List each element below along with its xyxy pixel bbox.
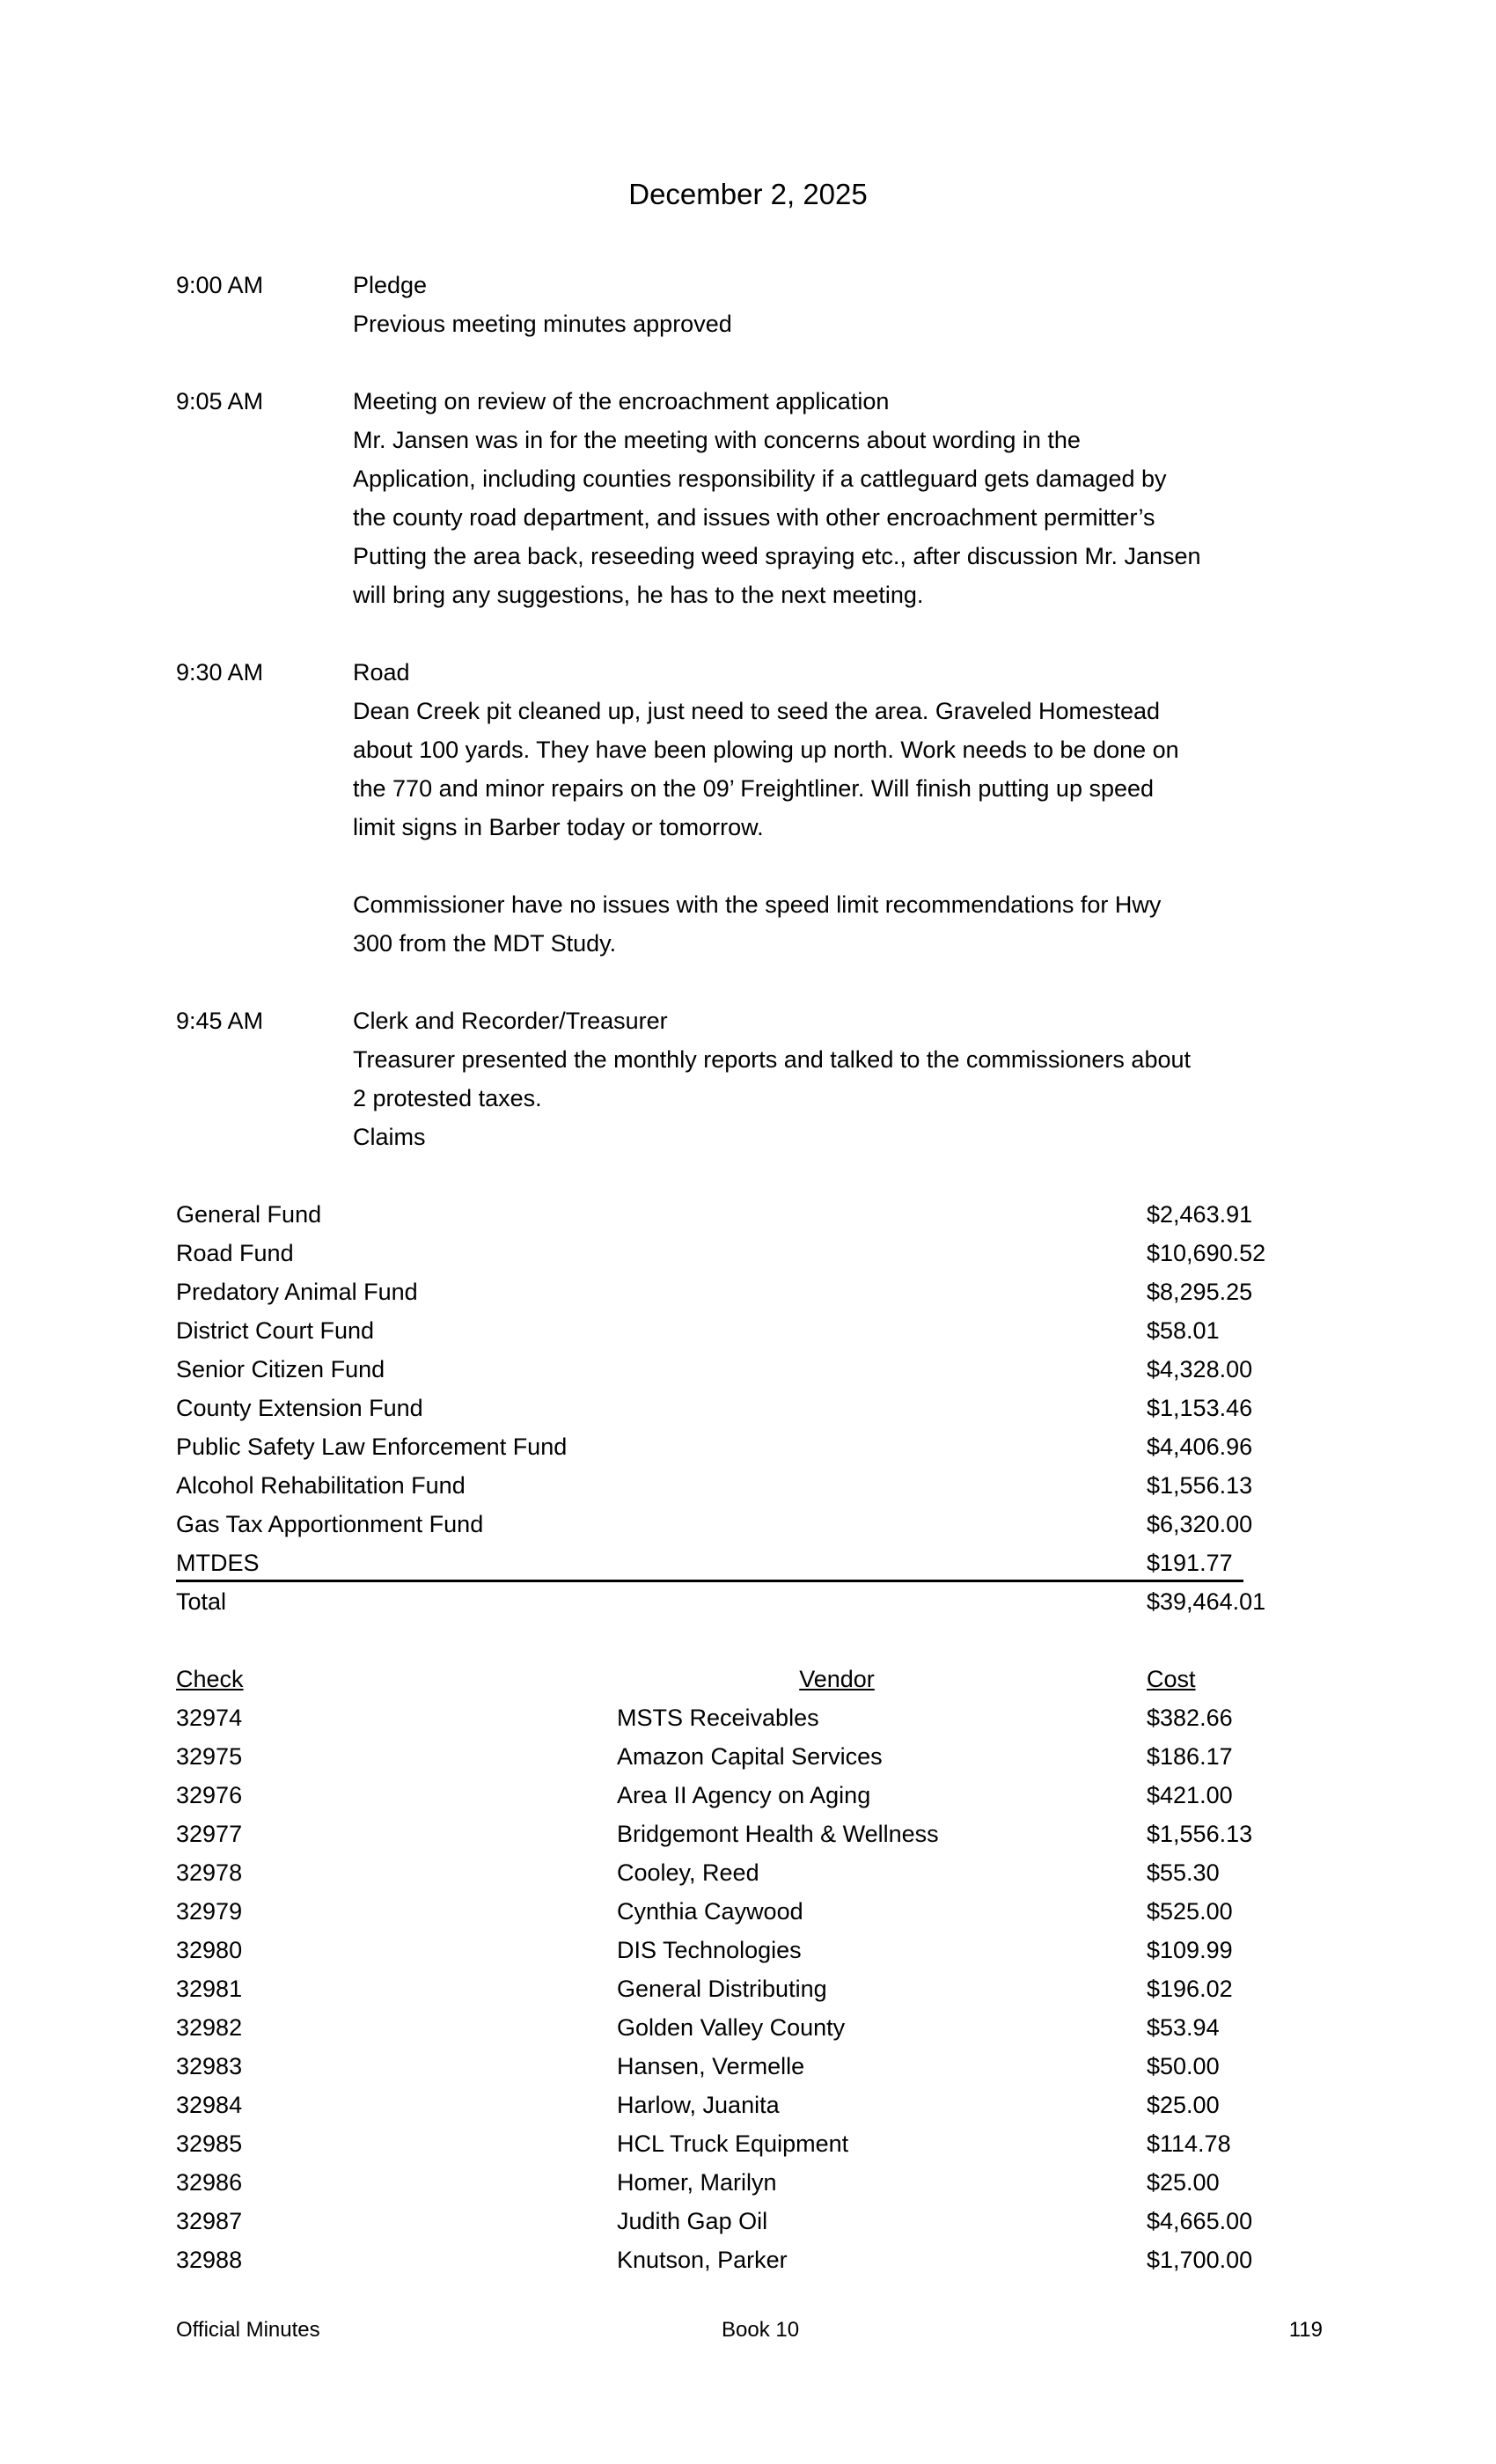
agenda-heading: Meeting on review of the encroachment application [353, 388, 890, 414]
spacer [176, 343, 1338, 382]
table-row [176, 2086, 1338, 2124]
check-number: 32975 [176, 1743, 243, 1770]
fund-name: Public Safety Law Enforcement Fund [176, 1434, 568, 1460]
vendor-name: Hansen, Vermelle [617, 2053, 805, 2079]
fund-name: Predatory Animal Fund [176, 1279, 418, 1305]
check-number: 32982 [176, 2014, 243, 2041]
fund-row [176, 1272, 1338, 1311]
agenda-line [176, 692, 1338, 730]
agenda-line [176, 885, 1338, 924]
check-number: 32980 [176, 1937, 243, 1963]
agenda-line [176, 769, 1338, 808]
fund-amount: $1,556.13 [1147, 1472, 1253, 1499]
cost-header: Cost [1147, 1666, 1196, 1692]
fund-name: MTDES [176, 1550, 260, 1576]
fund-name: General Fund [176, 1201, 322, 1228]
table-row [176, 2047, 1338, 2086]
table-row [176, 2202, 1338, 2240]
check-cost: $114.78 [1147, 2130, 1231, 2157]
spacer [176, 1621, 1338, 1660]
check-header: Check [176, 1666, 244, 1692]
agenda-text: 300 from the MDT Study. [353, 930, 617, 957]
vendor-name: Knutson, Parker [617, 2247, 788, 2273]
agenda-line [176, 498, 1338, 537]
agenda-line [176, 537, 1338, 576]
check-cost: $25.00 [1147, 2169, 1220, 2196]
fund-amount: $6,320.00 [1147, 1511, 1253, 1537]
footer-book: Book 10 [722, 2318, 800, 2342]
fund-row [176, 1544, 1243, 1582]
table-row [176, 1931, 1338, 1969]
page-footer [176, 2314, 1323, 2346]
fund-name: District Court Fund [176, 1317, 375, 1344]
fund-amount: $2,463.91 [1147, 1201, 1253, 1228]
agenda-line [176, 847, 1338, 885]
check-cost: $4,665.00 [1147, 2208, 1253, 2234]
agenda-time: 9:05 AM [176, 388, 264, 414]
vendor-name: Area II Agency on Aging [617, 1782, 871, 1808]
agenda-heading: Road [353, 659, 410, 686]
check-number: 32977 [176, 1821, 243, 1847]
fund-row [176, 1195, 1338, 1234]
agenda-heading: Pledge [353, 272, 428, 298]
fund-amount: $1,153.46 [1147, 1395, 1253, 1421]
vendor-name: Golden Valley County [617, 2014, 846, 2041]
agenda-line [176, 304, 1338, 343]
table-row [176, 2240, 1338, 2279]
table-row [176, 1969, 1338, 2008]
fund-name: Road Fund [176, 1240, 294, 1266]
check-number: 32983 [176, 2053, 243, 2079]
agenda-line [176, 924, 1338, 963]
check-cost: $53.94 [1147, 2014, 1220, 2041]
table-row [176, 2124, 1338, 2163]
agenda-text: Previous meeting minutes approved [353, 311, 732, 337]
agenda-text: 2 protested taxes. [353, 1085, 542, 1111]
table-row [176, 1853, 1338, 1892]
check-cost: $1,556.13 [1147, 1821, 1253, 1847]
vendor-name: Harlow, Juanita [617, 2092, 780, 2118]
vendor-name: Judith Gap Oil [617, 2208, 768, 2234]
table-row [176, 1815, 1338, 1853]
agenda-text: Mr. Jansen was in for the meeting with concerns about wording in the [353, 427, 1081, 453]
check-cost: $186.17 [1147, 1743, 1233, 1770]
check-cost: $55.30 [1147, 1859, 1220, 1886]
vendor-name: General Distributing [617, 1976, 827, 2002]
agenda-line [176, 459, 1338, 498]
agenda-line [176, 1118, 1338, 1156]
table-row [176, 2008, 1338, 2047]
check-number: 32979 [176, 1898, 243, 1925]
agenda-line [176, 1040, 1338, 1079]
vendor-name: Homer, Marilyn [617, 2169, 777, 2196]
check-number: 32984 [176, 2092, 243, 2118]
page-number: 119 [1288, 2318, 1323, 2342]
checks-header [176, 1660, 1338, 1698]
fund-amount: $4,406.96 [1147, 1434, 1253, 1460]
agenda-text: Application, including counties responsibility if a cattleguard gets damaged by [353, 466, 1167, 492]
check-number: 32978 [176, 1859, 243, 1886]
fund-row [176, 1505, 1338, 1544]
fund-row [176, 1466, 1338, 1505]
agenda-line [176, 266, 1338, 304]
table-row [176, 2163, 1338, 2202]
spacer [176, 1156, 1338, 1195]
agenda-text: Treasurer presented the monthly reports and talked to the commissioners about [353, 1046, 1191, 1073]
vendor-name: HCL Truck Equipment [617, 2130, 849, 2157]
fund-row [176, 1427, 1338, 1466]
agenda-text: Commissioner have no issues with the speed limit recommendations for Hwy [353, 891, 1162, 918]
check-number: 32988 [176, 2247, 243, 2273]
fund-amount: $4,328.00 [1147, 1356, 1253, 1382]
fund-name: County Extension Fund [176, 1395, 423, 1421]
agenda-line [176, 576, 1338, 614]
agenda-line [176, 1001, 1338, 1040]
table-row [176, 1737, 1338, 1776]
vendor-header [704, 1660, 970, 1698]
agenda-line [176, 421, 1338, 459]
check-number: 32987 [176, 2208, 243, 2234]
minutes-body [176, 266, 1338, 2279]
vendor-name: Cynthia Caywood [617, 1898, 803, 1925]
agenda-text: Putting the area back, reseeding weed spraying etc., after discussion Mr. Jansen [353, 543, 1201, 569]
agenda-time: 9:45 AM [176, 1008, 264, 1034]
fund-amount: $58.01 [1147, 1317, 1220, 1344]
check-number: 32986 [176, 2169, 243, 2196]
agenda-time: 9:30 AM [176, 659, 264, 686]
vendor-name: Amazon Capital Services [617, 1743, 883, 1770]
fund-amount: $10,690.52 [1147, 1240, 1266, 1266]
check-number: 32974 [176, 1705, 243, 1731]
table-row [176, 1892, 1338, 1931]
check-cost: $525.00 [1147, 1898, 1233, 1925]
check-cost: $421.00 [1147, 1782, 1233, 1808]
fund-row [176, 1389, 1338, 1427]
agenda-text: will bring any suggestions, he has to the next meeting. [353, 582, 924, 608]
agenda-line [176, 653, 1338, 692]
vendor-name: Cooley, Reed [617, 1859, 759, 1886]
footer-label: Official Minutes [176, 2318, 320, 2342]
agenda-text: the 770 and minor repairs on the 09’ Freightliner. Will finish putting up speed [353, 775, 1155, 802]
table-row [176, 1698, 1338, 1737]
agenda-line [176, 382, 1338, 421]
agenda-text: the county road department, and issues with other encroachment permitter’s [353, 504, 1155, 531]
check-cost: $109.99 [1147, 1937, 1233, 1963]
agenda-text: Dean Creek pit cleaned up, just need to seed the area. Graveled Homestead [353, 698, 1161, 724]
agenda-text: about 100 yards. They have been plowing up north. Work needs to be done on [353, 737, 1179, 763]
check-number: 32981 [176, 1976, 243, 2002]
fund-row [176, 1234, 1338, 1272]
fund-row [176, 1311, 1338, 1350]
check-number: 32976 [176, 1782, 243, 1808]
check-number: 32985 [176, 2130, 243, 2157]
check-cost: $25.00 [1147, 2092, 1220, 2118]
check-cost: $1,700.00 [1147, 2247, 1253, 2273]
total-row [176, 1582, 1338, 1621]
agenda-line [176, 1079, 1338, 1118]
vendor-name: DIS Technologies [617, 1937, 802, 1963]
fund-row [176, 1350, 1338, 1389]
table-row [176, 1776, 1338, 1815]
fund-name: Alcohol Rehabilitation Fund [176, 1472, 466, 1499]
fund-amount: $8,295.25 [1147, 1279, 1253, 1305]
fund-amount: $191.77 [1147, 1550, 1233, 1576]
agenda-time: 9:00 AM [176, 272, 264, 298]
agenda-text: limit signs in Barber today or tomorrow. [353, 814, 764, 840]
check-cost: $196.02 [1147, 1976, 1233, 2002]
agenda-line [176, 730, 1338, 769]
spacer [176, 614, 1338, 653]
check-cost: $50.00 [1147, 2053, 1220, 2079]
vendor-header-label: Vendor [799, 1666, 875, 1692]
fund-name: Senior Citizen Fund [176, 1356, 385, 1382]
fund-name: Gas Tax Apportionment Fund [176, 1511, 484, 1537]
vendor-name: Bridgemont Health & Wellness [617, 1821, 939, 1847]
agenda-heading: Clerk and Recorder/Treasurer [353, 1008, 668, 1034]
agenda-line [176, 808, 1338, 847]
total-label: Total [176, 1588, 227, 1615]
check-cost: $382.66 [1147, 1705, 1233, 1731]
agenda-text: Claims [353, 1124, 426, 1150]
total-amount: $39,464.01 [1147, 1588, 1266, 1615]
vendor-name: MSTS Receivables [617, 1705, 819, 1731]
spacer [176, 963, 1338, 1001]
page-title: December 2, 2025 [628, 178, 868, 210]
